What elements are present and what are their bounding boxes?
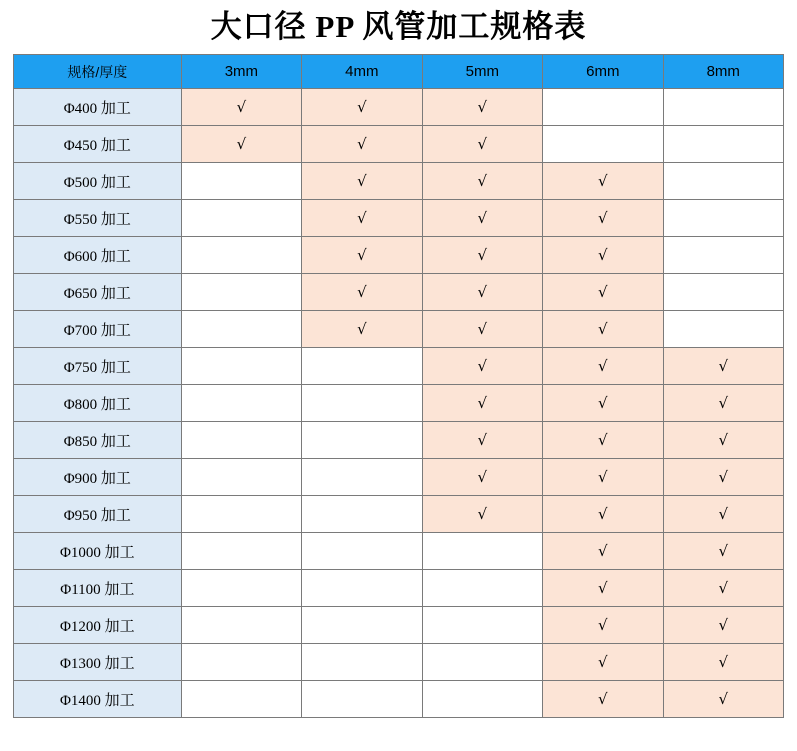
- row-header-label: Φ450 加工: [14, 126, 182, 163]
- row-header-label: Φ1100 加工: [14, 570, 182, 607]
- check-icon: √: [598, 541, 608, 560]
- row-header-label: Φ850 加工: [14, 422, 182, 459]
- table-cell-checked: [543, 422, 663, 459]
- table-row: [14, 126, 784, 163]
- table-row: [14, 681, 784, 718]
- column-header-4mm: 4mm: [302, 55, 422, 89]
- table-cell-empty: [422, 644, 542, 681]
- check-icon: √: [477, 171, 488, 190]
- table-cell-checked: [543, 200, 663, 237]
- table-cell-empty: [181, 644, 301, 681]
- row-header-label: Φ1000 加工: [14, 533, 182, 570]
- check-icon: √: [718, 430, 729, 449]
- table-cell-checked: [422, 274, 542, 311]
- row-header-label: Φ500 加工: [14, 163, 182, 200]
- column-header-8mm: 8mm: [663, 55, 783, 89]
- table-cell-checked: [422, 311, 542, 348]
- check-icon: √: [477, 208, 488, 227]
- specification-table: [13, 54, 784, 718]
- table-row: [14, 89, 784, 126]
- row-header-label: Φ700 加工: [14, 311, 182, 348]
- table-cell-checked: [543, 644, 663, 681]
- row-header-label: Φ750 加工: [14, 348, 182, 385]
- check-icon: √: [598, 319, 608, 338]
- table-cell-empty: [663, 311, 783, 348]
- table-row: [14, 422, 784, 459]
- column-header-5mm: 5mm: [422, 55, 542, 89]
- table-cell-checked: [302, 200, 422, 237]
- check-icon: √: [598, 393, 608, 412]
- check-icon: √: [598, 615, 608, 634]
- table-cell-empty: [302, 533, 422, 570]
- table-row: [14, 163, 784, 200]
- table-cell-empty: [422, 533, 542, 570]
- check-icon: √: [477, 134, 488, 153]
- page-title: 大口径 PP 风管加工规格表: [210, 9, 587, 44]
- table-cell-checked: [422, 200, 542, 237]
- row-header-label: Φ600 加工: [14, 237, 182, 274]
- table-cell-empty: [181, 200, 301, 237]
- check-icon: √: [357, 97, 367, 116]
- table-body: [14, 89, 784, 718]
- check-icon: √: [357, 282, 367, 301]
- table-cell-empty: [181, 311, 301, 348]
- row-header-label: Φ550 加工: [14, 200, 182, 237]
- table-cell-empty: [181, 348, 301, 385]
- check-icon: √: [598, 578, 608, 597]
- table-row: [14, 274, 784, 311]
- check-icon: √: [598, 245, 608, 264]
- table-cell-empty: [181, 459, 301, 496]
- table-cell-checked: [543, 681, 663, 718]
- table-row: [14, 533, 784, 570]
- table-cell-empty: [543, 89, 663, 126]
- table-cell-empty: [302, 422, 422, 459]
- column-header-6mm: 6mm: [543, 55, 663, 89]
- table-cell-checked: [663, 533, 783, 570]
- check-icon: √: [598, 689, 608, 708]
- table-cell-checked: [543, 348, 663, 385]
- table-cell-empty: [302, 607, 422, 644]
- table-cell-checked: [663, 681, 783, 718]
- table-row: [14, 200, 784, 237]
- check-icon: √: [718, 615, 729, 634]
- table-row: [14, 459, 784, 496]
- column-header-3mm: 3mm: [181, 55, 301, 89]
- check-icon: √: [477, 356, 488, 375]
- check-icon: √: [718, 467, 729, 486]
- table-cell-checked: [302, 89, 422, 126]
- check-icon: √: [598, 208, 608, 227]
- check-icon: √: [477, 319, 488, 338]
- table-cell-checked: [543, 274, 663, 311]
- table-row: [14, 348, 784, 385]
- table-cell-checked: [181, 126, 301, 163]
- check-icon: √: [477, 245, 488, 264]
- table-row: [14, 607, 784, 644]
- check-icon: √: [718, 504, 729, 523]
- table-cell-empty: [422, 570, 542, 607]
- table-cell-empty: [181, 237, 301, 274]
- table-cell-empty: [181, 607, 301, 644]
- table-cell-empty: [302, 459, 422, 496]
- table-row: [14, 644, 784, 681]
- check-icon: √: [718, 652, 729, 671]
- table-cell-empty: [181, 163, 301, 200]
- table-row: [14, 570, 784, 607]
- table-cell-empty: [181, 533, 301, 570]
- table-cell-empty: [663, 237, 783, 274]
- table-row: [14, 385, 784, 422]
- table-cell-checked: [543, 459, 663, 496]
- check-icon: √: [357, 208, 367, 227]
- table-cell-checked: [302, 163, 422, 200]
- check-icon: √: [598, 467, 608, 486]
- check-icon: √: [598, 171, 608, 190]
- check-icon: √: [357, 319, 367, 338]
- check-icon: √: [598, 430, 608, 449]
- check-icon: √: [718, 689, 729, 708]
- row-header-label: Φ1300 加工: [14, 644, 182, 681]
- table-cell-empty: [302, 496, 422, 533]
- table-cell-checked: [422, 422, 542, 459]
- check-icon: √: [477, 467, 488, 486]
- table-cell-checked: [663, 496, 783, 533]
- table-cell-checked: [663, 385, 783, 422]
- row-header-label: Φ900 加工: [14, 459, 182, 496]
- table-cell-empty: [663, 89, 783, 126]
- check-icon: √: [598, 282, 608, 301]
- row-header-label: Φ800 加工: [14, 385, 182, 422]
- check-icon: √: [718, 393, 729, 412]
- table-row: [14, 311, 784, 348]
- table-cell-empty: [181, 570, 301, 607]
- table-cell-empty: [663, 274, 783, 311]
- table-cell-empty: [302, 644, 422, 681]
- check-icon: √: [477, 504, 488, 523]
- check-icon: √: [477, 430, 488, 449]
- table-cell-empty: [181, 681, 301, 718]
- table-cell-checked: [422, 126, 542, 163]
- table-cell-checked: [543, 163, 663, 200]
- check-icon: √: [598, 652, 608, 671]
- table-cell-empty: [422, 607, 542, 644]
- check-icon: √: [477, 97, 488, 116]
- table-cell-checked: [663, 570, 783, 607]
- row-header-label: Φ1400 加工: [14, 681, 182, 718]
- check-icon: √: [598, 504, 608, 523]
- table-cell-checked: [422, 459, 542, 496]
- table-cell-checked: [663, 607, 783, 644]
- table-cell-checked: [422, 89, 542, 126]
- table-cell-empty: [663, 126, 783, 163]
- table-cell-checked: [663, 459, 783, 496]
- check-icon: √: [357, 245, 367, 264]
- table-cell-checked: [543, 311, 663, 348]
- check-icon: √: [718, 578, 729, 597]
- table-cell-empty: [302, 570, 422, 607]
- table-cell-empty: [181, 496, 301, 533]
- table-cell-checked: [422, 385, 542, 422]
- table-cell-checked: [302, 311, 422, 348]
- table-cell-checked: [663, 422, 783, 459]
- table-cell-empty: [181, 422, 301, 459]
- table-cell-empty: [302, 385, 422, 422]
- column-header-spec-thickness: 规格/厚度: [14, 55, 182, 89]
- table-cell-checked: [422, 496, 542, 533]
- check-icon: √: [718, 356, 729, 375]
- table-header: [14, 55, 784, 89]
- table-cell-checked: [422, 237, 542, 274]
- table-row: [14, 237, 784, 274]
- check-icon: √: [236, 134, 247, 153]
- check-icon: √: [236, 97, 247, 116]
- table-cell-empty: [663, 200, 783, 237]
- row-header-label: Φ650 加工: [14, 274, 182, 311]
- table-cell-empty: [302, 681, 422, 718]
- table-cell-checked: [422, 348, 542, 385]
- table-cell-checked: [422, 163, 542, 200]
- table-cell-checked: [543, 496, 663, 533]
- row-header-label: Φ950 加工: [14, 496, 182, 533]
- table-cell-checked: [543, 533, 663, 570]
- check-icon: √: [598, 356, 608, 375]
- row-header-label: Φ1200 加工: [14, 607, 182, 644]
- table-cell-checked: [302, 274, 422, 311]
- table-cell-checked: [181, 89, 301, 126]
- table-cell-empty: [181, 385, 301, 422]
- table-cell-checked: [302, 126, 422, 163]
- table-cell-checked: [543, 385, 663, 422]
- check-icon: √: [477, 393, 488, 412]
- row-header-label: Φ400 加工: [14, 89, 182, 126]
- table-cell-checked: [543, 607, 663, 644]
- table-header-row: [14, 55, 784, 89]
- table-cell-checked: [543, 237, 663, 274]
- table-cell-empty: [543, 126, 663, 163]
- table-cell-empty: [181, 274, 301, 311]
- table-cell-checked: [663, 644, 783, 681]
- check-icon: √: [477, 282, 488, 301]
- check-icon: √: [357, 171, 367, 190]
- table-cell-empty: [663, 163, 783, 200]
- table-cell-empty: [422, 681, 542, 718]
- table-cell-checked: [543, 570, 663, 607]
- table-cell-checked: [663, 348, 783, 385]
- check-icon: √: [718, 541, 729, 560]
- check-icon: √: [357, 134, 367, 153]
- table-cell-empty: [302, 348, 422, 385]
- table-cell-checked: [302, 237, 422, 274]
- table-row: [14, 496, 784, 533]
